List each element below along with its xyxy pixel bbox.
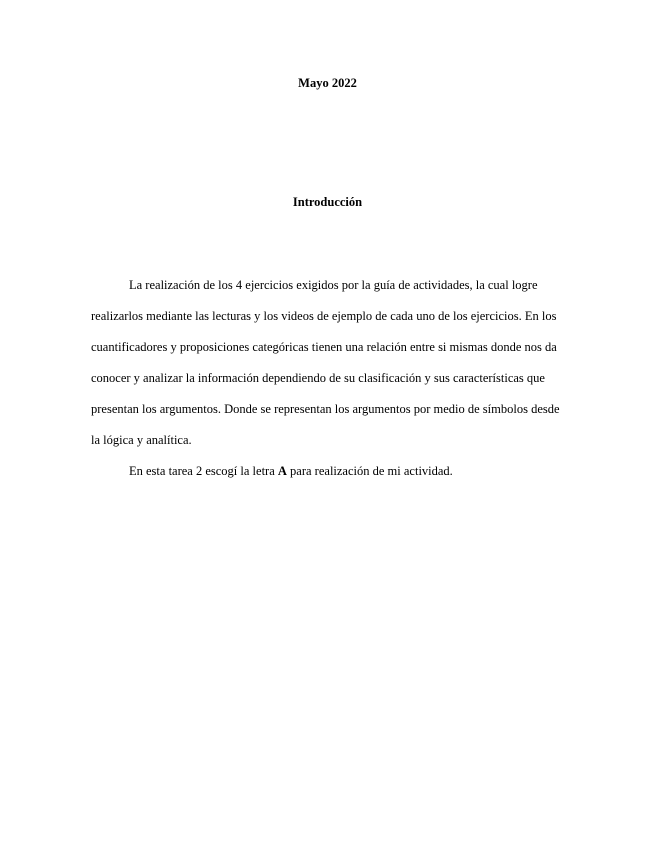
choice-text-after: para realización de mi actividad. xyxy=(286,464,453,478)
choice-text-before: En esta tarea 2 escogí la letra xyxy=(129,464,278,478)
choice-paragraph xyxy=(91,456,561,487)
document-date: Mayo 2022 xyxy=(298,76,357,90)
chosen-letter: A xyxy=(277,464,287,478)
document-body xyxy=(91,270,561,487)
section-heading: Introducción xyxy=(292,195,363,209)
intro-paragraph: La realización de los 4 ejercicios exigidos por la guía de actividades, la cual logre realizarlos mediante las lecturas y los videos de ejemplo de cada uno de los ejercicios. En los cuantificadores y proposiciones categóricas tienen una relación entre si mismas donde nos da conocer y analizar la información dependiendo de su clasificación y sus características que presentan los argumentos. Donde se representan los argumentos por medio de símbolos desde la lógica y analítica. xyxy=(91,278,560,447)
